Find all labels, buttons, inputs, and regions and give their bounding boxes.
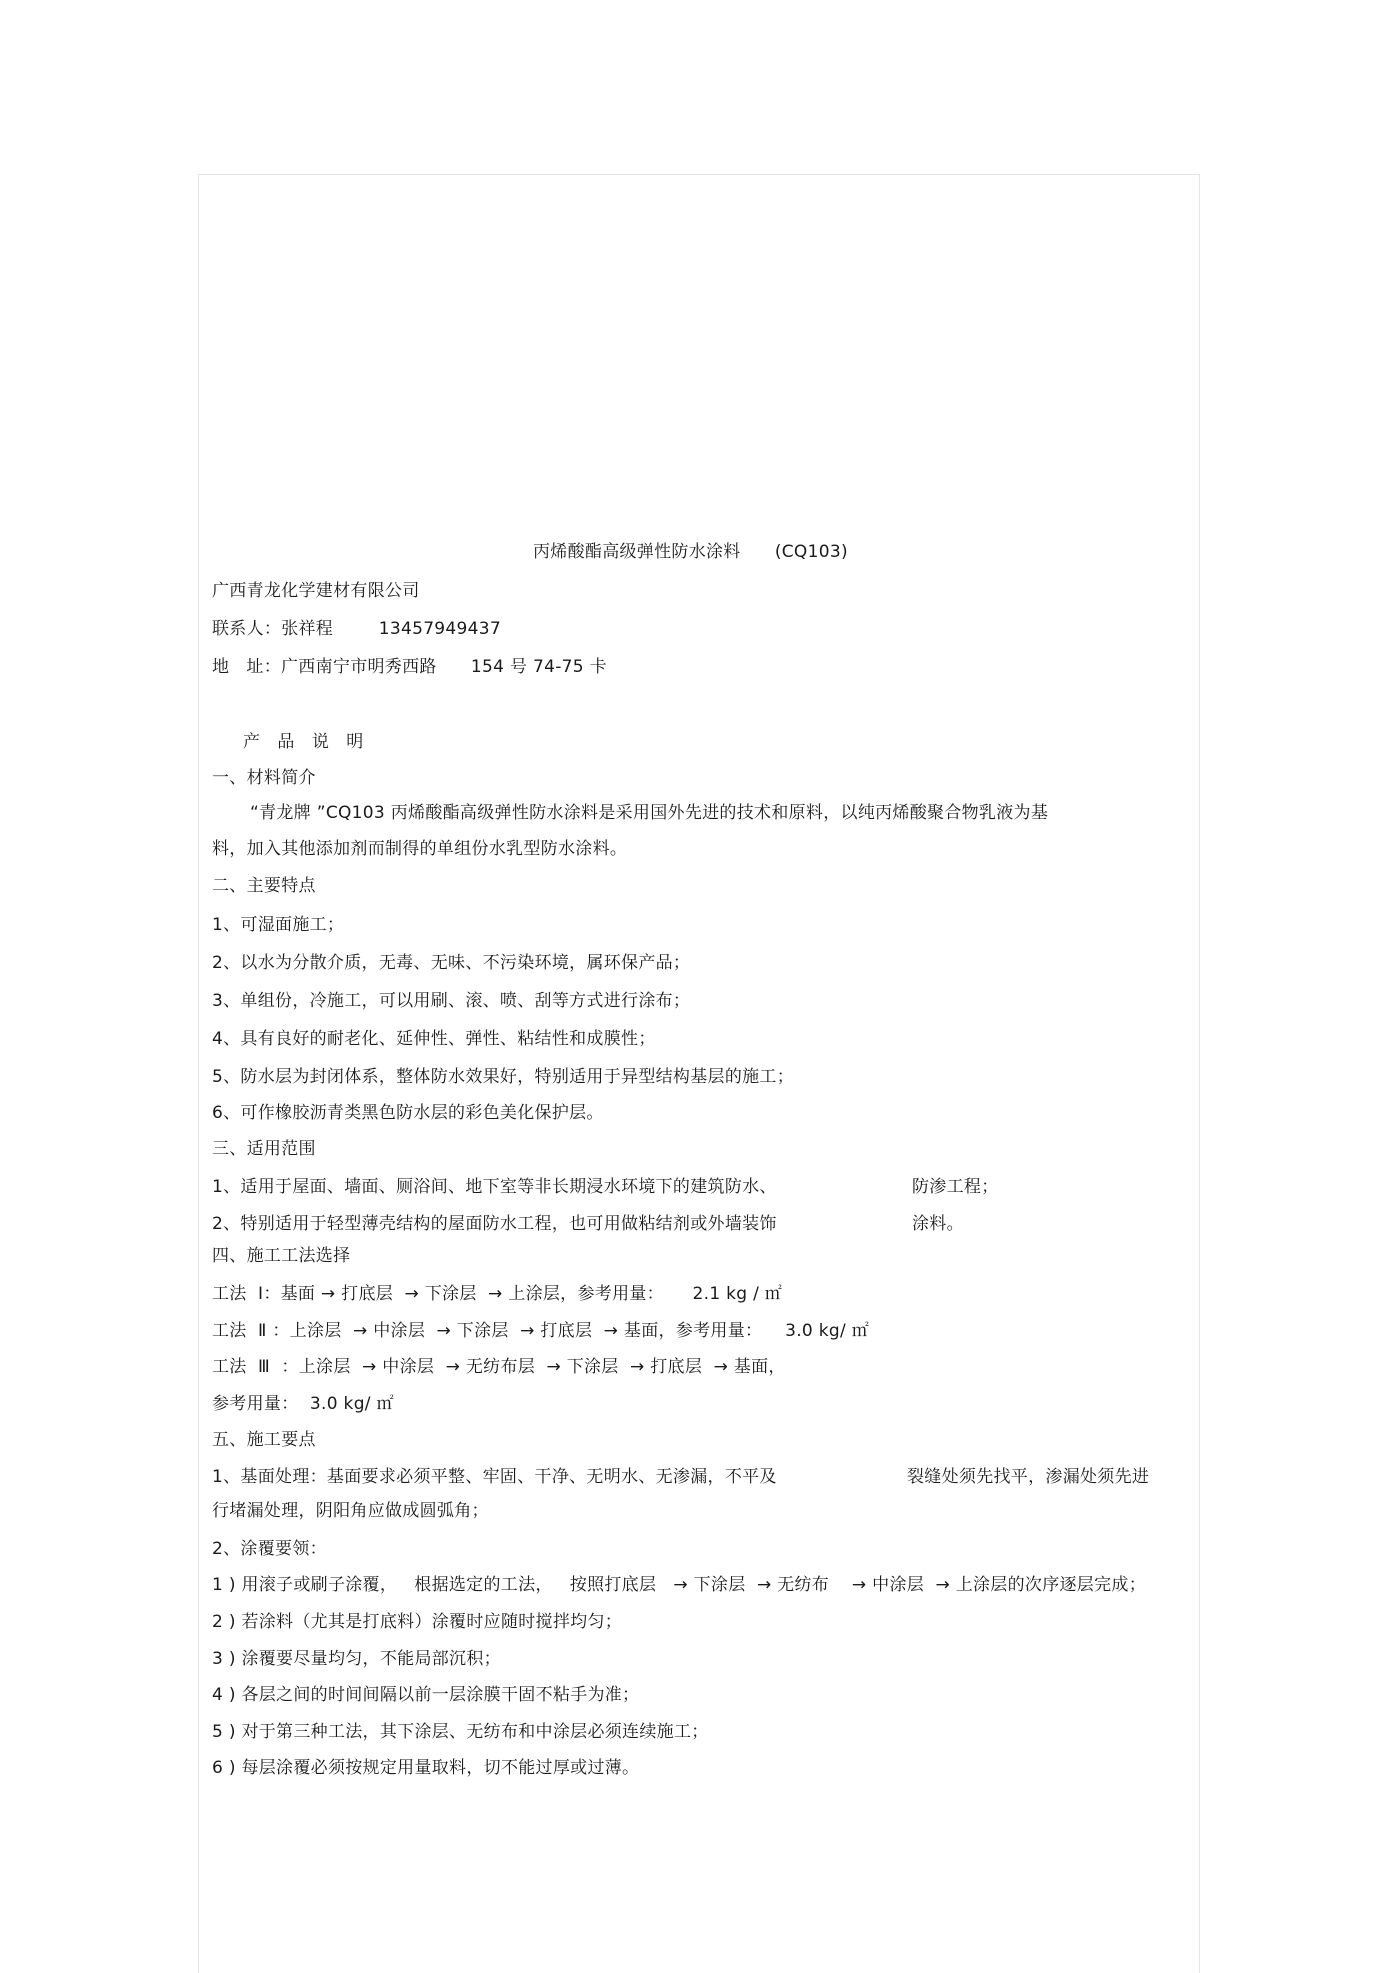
s1-heading: 一、材料简介 <box>212 768 316 788</box>
contact-line: 联系人：张祥程 13457949437 <box>212 619 502 639</box>
s5-subitem: 3 ) 涂覆要尽量均匀，不能局部沉积； <box>212 1649 501 1669</box>
s4-heading: 四、施工工法选择 <box>212 1246 351 1266</box>
s4-method-3: 工法 Ⅲ ：上涂层 → 中涂层 → 无纺布层 → 下涂层 → 打底层 → 基面， <box>212 1357 786 1377</box>
s3-heading: 三、适用范围 <box>212 1139 316 1159</box>
s1-paragraph-line-2: 料，加入其他添加剂而制得的单组份水乳型防水涂料。 <box>212 839 628 859</box>
s2-item: 1、可湿面施工； <box>212 915 345 935</box>
s4-method-2: 工法 Ⅱ ：上涂层 → 中涂层 → 下涂层 → 打底层 → 基面，参考用量： 3.0 kg/ ㎡ <box>212 1321 870 1341</box>
s5-item-2: 2、涂覆要领： <box>212 1539 327 1559</box>
s3-item-1-continued: 防渗工程； <box>912 1177 999 1197</box>
address-line: 地 址：广西南宁市明秀西路 154 号 74-75 卡 <box>212 657 607 677</box>
s3-item-2: 2、特别适用于轻型薄壳结构的屋面防水工程，也可用做粘结剂或外墙装饰 <box>212 1214 777 1234</box>
s5-subitem: 1 ) 用滚子或刷子涂覆， 根据选定的工法， 按照打底层 → 下涂层 → 无纺布 → 中涂层 → 上涂层的次序逐层完成； <box>212 1575 1147 1595</box>
s2-item: 3、单组份，冷施工，可以用刷、滚、喷、刮等方式进行涂布； <box>212 991 691 1011</box>
s4-dosage: 参考用量： 3.0 kg/ ㎡ <box>212 1394 394 1414</box>
s5-heading: 五、施工要点 <box>212 1430 316 1450</box>
s4-method-1: 工法 Ⅰ：基面 → 打底层 → 下涂层 → 上涂层，参考用量： 2.1 kg / ㎡ <box>212 1284 783 1304</box>
s5-item-1-line-2: 行堵漏处理，阴阳角应做成圆弧角； <box>212 1501 489 1521</box>
s5-subitem: 5 ) 对于第三种工法，其下涂层、无纺布和中涂层必须连续施工； <box>212 1722 709 1742</box>
s1-paragraph-line-1: “青龙牌 ”CQ103 丙烯酸酯高级弹性防水涂料是采用国外先进的技术和原料，以纯丙烯酸聚合物乳液为基 <box>250 803 1049 823</box>
s3-item-1: 1、适用于屋面、墙面、厕浴间、地下室等非长期浸水环境下的建筑防水、 <box>212 1177 777 1197</box>
s5-item-1: 1、基面处理：基面要求必须平整、牢固、干净、无明水、无渗漏，不平及 <box>212 1467 777 1487</box>
s5-subitem: 2 ) 若涂料（尤其是打底料）涂覆时应随时搅拌均匀； <box>212 1612 623 1632</box>
s2-item: 6、可作橡胶沥青类黑色防水层的彩色美化保护层。 <box>212 1103 604 1123</box>
s5-subitem: 6 ) 每层涂覆必须按规定用量取料，切不能过厚或过薄。 <box>212 1758 640 1778</box>
s3-item-2-continued: 涂料。 <box>912 1214 964 1234</box>
s2-item: 2、以水为分散介质，无毒、无味、不污染环境，属环保产品； <box>212 953 691 973</box>
document-title: 丙烯酸酯高级弹性防水涂料 (CQ103) <box>533 542 848 562</box>
s5-subitem: 4 ) 各层之间的时间间隔以前一层涂膜干固不粘手为准； <box>212 1685 640 1705</box>
s5-item-1-continued: 裂缝处须先找平，渗漏处须先进 <box>907 1467 1150 1487</box>
section-heading: 产 品 说 明 <box>243 732 364 752</box>
s2-heading: 二、主要特点 <box>212 876 316 896</box>
s2-item: 4、具有良好的耐老化、延伸性、弹性、粘结性和成膜性； <box>212 1029 656 1049</box>
company-name: 广西青龙化学建材有限公司 <box>212 581 420 601</box>
s2-item: 5、防水层为封闭体系，整体防水效果好，特别适用于异型结构基层的施工； <box>212 1067 795 1087</box>
